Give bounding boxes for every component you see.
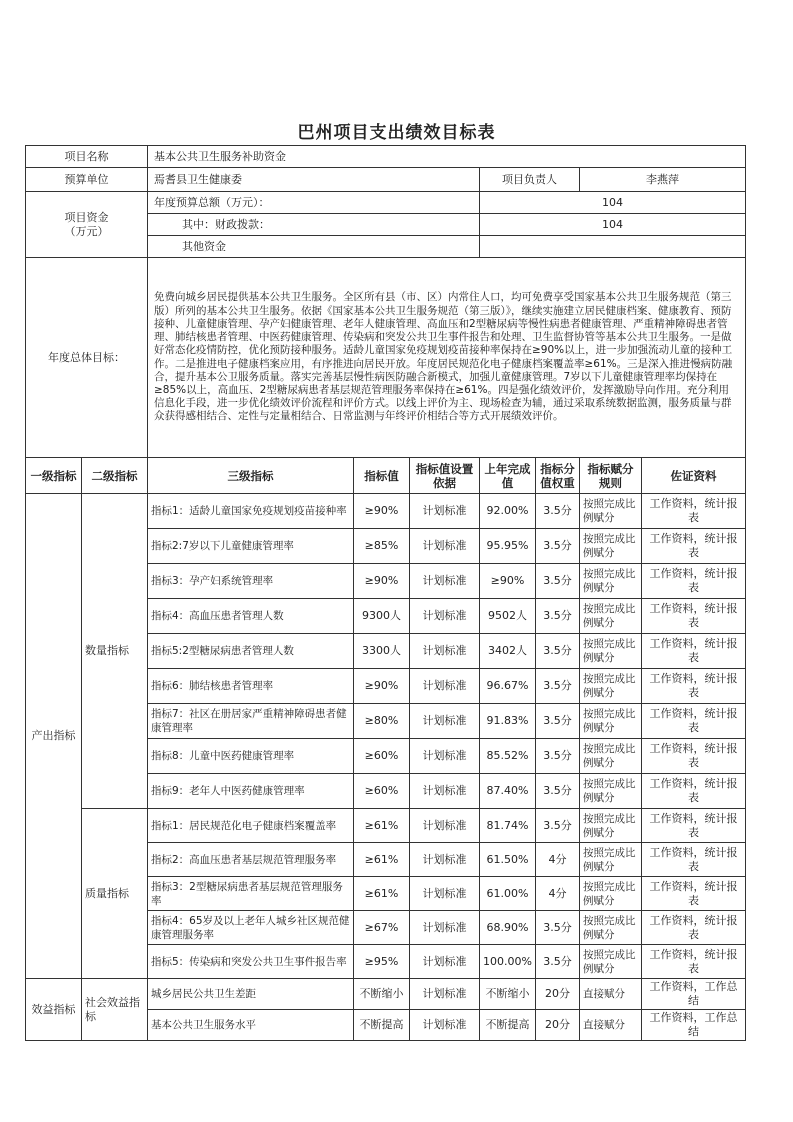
header-evidence: 佐证资料 <box>642 458 746 494</box>
indicator-basis: 计划标准 <box>410 669 480 704</box>
indicator-value: ≥60% <box>354 774 410 809</box>
level3-indicator: 指标5:2型糖尿病患者管理人数 <box>148 634 354 669</box>
evidence: 工作资料，统计报表 <box>642 634 746 669</box>
indicator-basis: 计划标准 <box>410 1010 480 1041</box>
scoring-rule: 按照完成比例赋分 <box>580 911 642 945</box>
other-funds-value <box>480 236 746 258</box>
indicator-value: ≥60% <box>354 739 410 774</box>
last-year-value: 68.90% <box>480 911 536 945</box>
header-rule: 指标赋分规则 <box>580 458 642 494</box>
indicator-value: ≥61% <box>354 877 410 911</box>
indicator-weight: 20分 <box>536 979 580 1010</box>
evidence: 工作资料，统计报表 <box>642 911 746 945</box>
last-year-value: 100.00% <box>480 945 536 979</box>
level2-indicator: 质量指标 <box>82 809 148 979</box>
annual-budget-value: 104 <box>480 192 746 214</box>
unit-label: 预算单位 <box>26 168 148 192</box>
scoring-rule: 按照完成比例赋分 <box>580 704 642 739</box>
scoring-rule: 按照完成比例赋分 <box>580 494 642 529</box>
project-name-label: 项目名称 <box>26 146 148 168</box>
evidence: 工作资料，统计报表 <box>642 877 746 911</box>
last-year-value: ≥90% <box>480 564 536 599</box>
indicator-value: ≥90% <box>354 494 410 529</box>
indicator-basis: 计划标准 <box>410 843 480 877</box>
level3-indicator: 指标5：传染病和突发公共卫生事件报告率 <box>148 945 354 979</box>
indicator-basis: 计划标准 <box>410 739 480 774</box>
indicator-basis: 计划标准 <box>410 634 480 669</box>
last-year-value: 不断缩小 <box>480 979 536 1010</box>
indicator-weight: 20分 <box>536 1010 580 1041</box>
scoring-rule: 按照完成比例赋分 <box>580 774 642 809</box>
level3-indicator: 指标4：高血压患者管理人数 <box>148 599 354 634</box>
scoring-rule: 按照完成比例赋分 <box>580 843 642 877</box>
indicator-basis: 计划标准 <box>410 494 480 529</box>
indicator-weight: 3.5分 <box>536 945 580 979</box>
indicator-row <box>26 494 746 529</box>
header-last-year: 上年完成值 <box>480 458 536 494</box>
leader-value: 李燕萍 <box>580 168 746 192</box>
level3-indicator: 指标4：65岁及以上老年人城乡社区规范健康管理服务率 <box>148 911 354 945</box>
level2-indicator: 社会效益指标 <box>82 979 148 1041</box>
indicator-value: ≥61% <box>354 809 410 843</box>
indicator-value: ≥61% <box>354 843 410 877</box>
level3-indicator: 指标6：肺结核患者管理率 <box>148 669 354 704</box>
indicator-value: ≥67% <box>354 911 410 945</box>
indicator-basis: 计划标准 <box>410 774 480 809</box>
fiscal-label: 其中：财政拨款： <box>148 214 480 236</box>
indicator-value: 9300人 <box>354 599 410 634</box>
indicator-weight: 3.5分 <box>536 494 580 529</box>
evidence: 工作资料，统计报表 <box>642 809 746 843</box>
indicator-weight: 3.5分 <box>536 911 580 945</box>
scoring-rule: 按照完成比例赋分 <box>580 564 642 599</box>
indicator-value: ≥95% <box>354 945 410 979</box>
level3-indicator: 指标7：社区在册居家严重精神障碍患者健康管理率 <box>148 704 354 739</box>
level3-indicator: 指标3：2型糖尿病患者基层规范管理服务率 <box>148 877 354 911</box>
scoring-rule: 直接赋分 <box>580 1010 642 1041</box>
level1-indicator: 效益指标 <box>26 979 82 1041</box>
header-basis: 指标值设置依据 <box>410 458 480 494</box>
level3-indicator: 指标1：居民规范化电子健康档案覆盖率 <box>148 809 354 843</box>
indicator-value: ≥85% <box>354 529 410 564</box>
evidence: 工作资料，统计报表 <box>642 945 746 979</box>
indicator-weight: 3.5分 <box>536 564 580 599</box>
indicator-value: 不断提高 <box>354 1010 410 1041</box>
indicator-basis: 计划标准 <box>410 979 480 1010</box>
level2-indicator: 数量指标 <box>82 494 148 809</box>
indicator-weight: 3.5分 <box>536 669 580 704</box>
fiscal-value: 104 <box>480 214 746 236</box>
indicator-weight: 4分 <box>536 843 580 877</box>
indicator-value: ≥90% <box>354 564 410 599</box>
indicator-weight: 3.5分 <box>536 774 580 809</box>
indicator-basis: 计划标准 <box>410 704 480 739</box>
level3-indicator: 城乡居民公共卫生差距 <box>148 979 354 1010</box>
evidence: 工作资料，统计报表 <box>642 843 746 877</box>
scoring-rule: 按照完成比例赋分 <box>580 599 642 634</box>
evidence: 工作资料，统计报表 <box>642 669 746 704</box>
funds-label: 项目资金 （万元） <box>26 192 148 258</box>
evidence: 工作资料，统计报表 <box>642 739 746 774</box>
indicator-basis: 计划标准 <box>410 945 480 979</box>
indicator-weight: 3.5分 <box>536 809 580 843</box>
annual-budget-label: 年度预算总额（万元）： <box>148 192 480 214</box>
level3-indicator: 指标1：适龄儿童国家免疫规划疫苗接种率 <box>148 494 354 529</box>
scoring-rule: 按照完成比例赋分 <box>580 739 642 774</box>
level1-indicator: 产出指标 <box>26 494 82 979</box>
evidence: 工作资料，统计报表 <box>642 494 746 529</box>
scoring-rule: 按照完成比例赋分 <box>580 669 642 704</box>
indicator-value: ≥80% <box>354 704 410 739</box>
last-year-value: 不断提高 <box>480 1010 536 1041</box>
indicator-row <box>26 809 746 843</box>
level3-indicator: 基本公共卫生服务水平 <box>148 1010 354 1041</box>
header-level2: 二级指标 <box>82 458 148 494</box>
evidence: 工作资料，统计报表 <box>642 564 746 599</box>
evidence: 工作资料，统计报表 <box>642 774 746 809</box>
indicator-value: ≥90% <box>354 669 410 704</box>
evidence: 工作资料，统计报表 <box>642 704 746 739</box>
indicator-basis: 计划标准 <box>410 564 480 599</box>
last-year-value: 91.83% <box>480 704 536 739</box>
last-year-value: 61.00% <box>480 877 536 911</box>
last-year-value: 85.52% <box>480 739 536 774</box>
page-title: 巴州项目支出绩效目标表 <box>297 123 496 143</box>
scoring-rule: 按照完成比例赋分 <box>580 529 642 564</box>
level3-indicator: 指标2：高血压患者基层规范管理服务率 <box>148 843 354 877</box>
indicator-row <box>26 979 746 1010</box>
last-year-value: 9502人 <box>480 599 536 634</box>
scoring-rule: 按照完成比例赋分 <box>580 945 642 979</box>
indicator-header-row <box>26 458 746 494</box>
indicator-basis: 计划标准 <box>410 809 480 843</box>
indicator-value: 3300人 <box>354 634 410 669</box>
scoring-rule: 按照完成比例赋分 <box>580 634 642 669</box>
annual-goal-text: 免费向城乡居民提供基本公共卫生服务。全区所有县（市、区）内常住人口，均可免费享受国家基本公共卫生服务规范（第三版）所列的基本公共卫生服务。依据《国家基本公共卫生服务规范（第三版）》，继续实施建立居民健康档案、健康教育、预防接种、儿童健康管理、孕产妇健康管理、老年人健康管理、高血压和2型糖尿病等慢性病患者健康管理、严重精神障碍患者管理、肺结核患者管理、中医药健康管理、传染病和突发公共卫生事件报告和处理、卫生监督协管等基本公共卫生服务。一是做好常态化疫情防控，优化预防接种服务。适龄儿童国家免疫规划疫苗接种率保持在≥90%以上，进一步加强流动儿童的接种工作。二是推进电子健康档案应用，有序推进向居民开放。年度居民规范化电子健康档案覆盖率≥61%。三是深入推进慢病防融合，提升基本公卫服务质量。落实完善基层慢性病医防融合新模式，加强儿童健康管理。7岁以下儿童健康管理率均保持在≥85%以上，高血压、2型糖尿病患者基层规范管理服务率保持在≥61%。四是强化绩效评价，发挥激励导向作用。充分利用信息化手段，进一步优化绩效评价流程和评价方式。以线上评价为主、现场检查为辅，通过采取系统数据监测，服务质量与群众获得感相结合、定性与定量相结合、日常监测与年终评价相结合等方式开展绩效评价。 <box>148 258 746 458</box>
indicator-basis: 计划标准 <box>410 599 480 634</box>
evidence: 工作资料，统计报表 <box>642 599 746 634</box>
last-year-value: 95.95% <box>480 529 536 564</box>
last-year-value: 96.67% <box>480 669 536 704</box>
header-value: 指标值 <box>354 458 410 494</box>
last-year-value: 87.40% <box>480 774 536 809</box>
indicator-weight: 3.5分 <box>536 739 580 774</box>
last-year-value: 3402人 <box>480 634 536 669</box>
indicator-weight: 3.5分 <box>536 599 580 634</box>
evidence: 工作资料，统计报表 <box>642 529 746 564</box>
indicator-basis: 计划标准 <box>410 529 480 564</box>
annual-goal-label: 年度总体目标： <box>26 258 148 458</box>
last-year-value: 61.50% <box>480 843 536 877</box>
last-year-value: 81.74% <box>480 809 536 843</box>
level3-indicator: 指标8：儿童中医药健康管理率 <box>148 739 354 774</box>
indicator-weight: 3.5分 <box>536 529 580 564</box>
evidence: 工作资料，工作总结 <box>642 1010 746 1041</box>
header-level1: 一级指标 <box>26 458 82 494</box>
evidence: 工作资料，工作总结 <box>642 979 746 1010</box>
scoring-rule: 按照完成比例赋分 <box>580 877 642 911</box>
indicator-basis: 计划标准 <box>410 911 480 945</box>
indicator-weight: 3.5分 <box>536 634 580 669</box>
level3-indicator: 指标2:7岁以下儿童健康管理率 <box>148 529 354 564</box>
performance-table <box>25 145 746 1041</box>
header-weight: 指标分值权重 <box>536 458 580 494</box>
indicator-value: 不断缩小 <box>354 979 410 1010</box>
indicator-basis: 计划标准 <box>410 877 480 911</box>
level3-indicator: 指标3：孕产妇系统管理率 <box>148 564 354 599</box>
unit-value: 焉耆县卫生健康委 <box>148 168 480 192</box>
scoring-rule: 按照完成比例赋分 <box>580 809 642 843</box>
level3-indicator: 指标9：老年人中医药健康管理率 <box>148 774 354 809</box>
last-year-value: 92.00% <box>480 494 536 529</box>
project-name-value: 基本公共卫生服务补助资金 <box>148 146 746 168</box>
indicator-weight: 3.5分 <box>536 704 580 739</box>
header-level3: 三级指标 <box>148 458 354 494</box>
other-funds-label: 其他资金 <box>148 236 480 258</box>
indicator-weight: 4分 <box>536 877 580 911</box>
scoring-rule: 直接赋分 <box>580 979 642 1010</box>
leader-label: 项目负责人 <box>480 168 580 192</box>
